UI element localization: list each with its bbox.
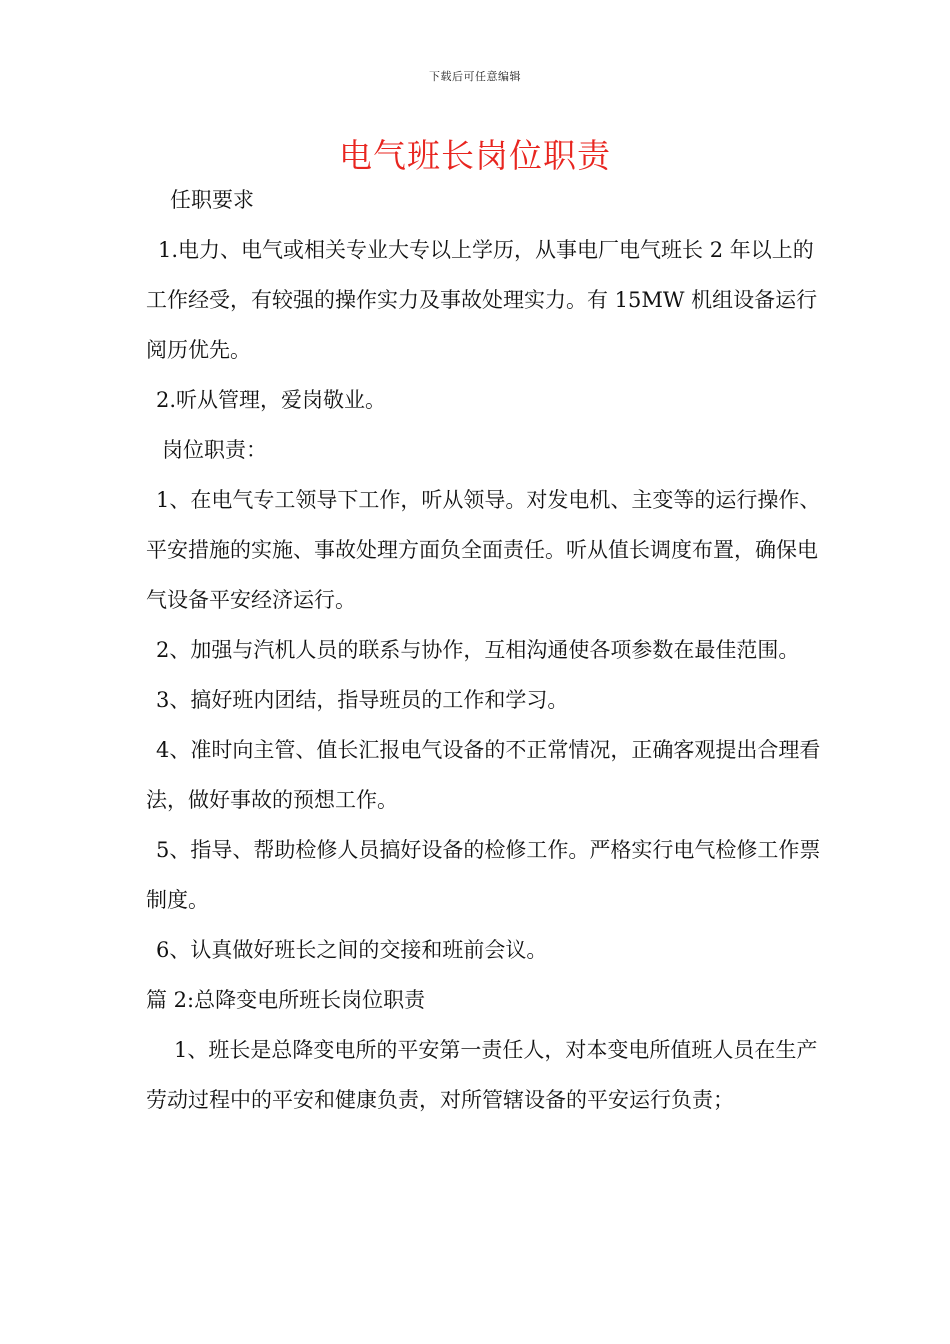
duty-item-1: 1、在电气专工领导下工作，听从领导。对发电机、主变等的运行操作、平安措施的实施、事故处理方面负全面责任。听从值长调度布置，确保电气设备平安经济运行。 bbox=[146, 488, 821, 612]
document-body bbox=[146, 175, 822, 1125]
section-heading-part-2: 篇 2:总降变电所班长岗位职责 bbox=[146, 988, 426, 1012]
page-title: 电气班长岗位职责 bbox=[339, 136, 611, 175]
duty-item-3: 3、搞好班内团结，指导班员的工作和学习。 bbox=[156, 688, 569, 712]
requirement-item-1: 1.电力、电气或相关专业大专以上学历，从事电厂电气班长 2 年以上的工作经受，有较强的操作实力及事故处理实力。有 15MW 机组设备运行阅历优先。 bbox=[146, 238, 818, 362]
duty-item-2: 2、加强与汽机人员的联系与协作，互相沟通使各项参数在最佳范围。 bbox=[156, 638, 800, 662]
part-2-item-1: 1、班长是总降变电所的平安第一责任人，对本变电所值班人员在生产劳动过程中的平安和健康负责，对所管辖设备的平安运行负责； bbox=[146, 1038, 818, 1112]
header-note: 下载后可任意编辑 bbox=[429, 70, 521, 83]
duty-item-5: 5、指导、帮助检修人员搞好设备的检修工作。严格实行电气检修工作票制度。 bbox=[146, 838, 821, 912]
duty-item-6: 6、认真做好班长之间的交接和班前会议。 bbox=[156, 938, 548, 962]
requirement-item-2: 2.听从管理，爱岗敬业。 bbox=[156, 388, 387, 412]
section-heading-requirements: 任职要求 bbox=[170, 188, 254, 212]
section-heading-duties: 岗位职责： bbox=[162, 438, 267, 462]
duty-item-4: 4、准时向主管、值长汇报电气设备的不正常情况，正确客观提出合理看法，做好事故的预想工作。 bbox=[146, 738, 821, 812]
